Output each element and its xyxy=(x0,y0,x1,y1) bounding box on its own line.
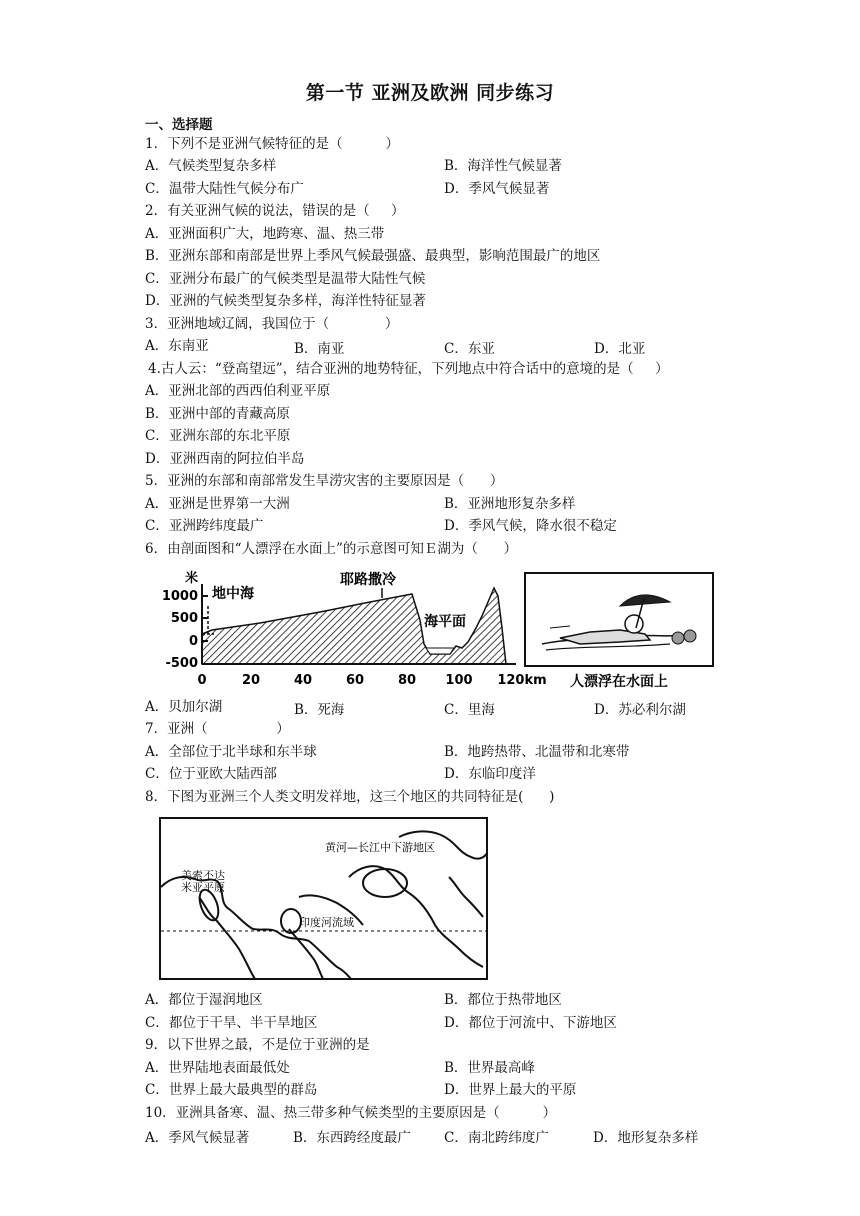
x-tick-120km: 120km xyxy=(497,673,547,688)
label-yellow-yangtze: 黄河—长江中下游地区 xyxy=(325,841,435,854)
question-4-option-b: B．亚洲中部的青藏高原 xyxy=(145,406,290,422)
question-7-option-b: B．地跨热带、北温带和北寒带 xyxy=(444,744,630,760)
question-3-option-c: C．东亚 xyxy=(444,341,495,357)
question-7-option-c: C．位于亚欧大陆西部 xyxy=(145,766,277,782)
question-9-option-a: A．世界陆地表面最低处 xyxy=(145,1060,290,1076)
question-1-option-c: C．温带大陆性气候分布广 xyxy=(145,181,304,197)
asia-civilization-map xyxy=(159,817,489,981)
profile-figure xyxy=(150,568,720,692)
floating-person-illustration xyxy=(525,573,713,666)
label-sea-level: 海平面 xyxy=(424,614,466,630)
question-3-option-a: A．东南亚 xyxy=(145,338,209,354)
question-5-option-c: C．亚洲跨纬度最广 xyxy=(145,518,264,534)
question-4-stem: 4.古人云：“登高望远”，结合亚洲的地势特征，下列地点中符合话中的意境的是（ ） xyxy=(148,361,669,377)
question-2-stem: 2．有关亚洲气候的说法，错误的是（ ） xyxy=(145,203,405,219)
lake-surface xyxy=(426,648,454,654)
x-tick-100: 100 xyxy=(445,673,473,688)
question-8-option-b: B．都位于热带地区 xyxy=(444,992,562,1008)
question-2-option-a: A．亚洲面积广大，地跨寒、温、热三带 xyxy=(145,226,385,242)
question-6-option-d: D．苏必利尔湖 xyxy=(594,702,686,718)
question-1-option-a: A．气候类型复杂多样 xyxy=(145,158,277,174)
question-4-option-d: D．亚洲西南的阿拉伯半岛 xyxy=(145,451,305,467)
question-1-option-b: B．海洋性气候显著 xyxy=(444,158,562,174)
question-3-stem: 3．亚洲地域辽阔，我国位于（ ） xyxy=(145,316,399,332)
question-10-option-a: A．季风气候显著 xyxy=(145,1130,250,1146)
x-tick-20: 20 xyxy=(241,673,261,688)
y-tick-minus500: -500 xyxy=(165,656,198,671)
question-1-stem: 1．下列不是亚洲气候特征的是（ ） xyxy=(145,136,400,152)
question-3-option-d: D．北亚 xyxy=(594,341,646,357)
y-tick-500: 500 xyxy=(170,611,198,626)
page-title: 第一节 亚洲及欧洲 同步练习 xyxy=(305,82,555,104)
question-9-option-c: C．世界上最大最典型的群岛 xyxy=(145,1082,318,1098)
question-3-option-b: B．南亚 xyxy=(294,341,345,357)
question-10-stem: 10．亚洲具备寒、温、热三带多种气候类型的主要原因是（ ） xyxy=(145,1105,557,1121)
question-5-option-d: D．季风气候，降水很不稳定 xyxy=(444,518,617,534)
question-8-option-d: D．都位于河流中、下游地区 xyxy=(444,1015,617,1031)
y-tick-1000: 1000 xyxy=(161,589,198,604)
x-tick-60: 60 xyxy=(345,673,365,688)
x-tick-40: 40 xyxy=(293,673,313,688)
label-mesopotamia-2: 米亚平原 xyxy=(181,881,225,894)
question-4-option-a: A．亚洲北部的西西伯利亚平原 xyxy=(145,383,331,399)
question-9-option-d: D．世界上最大的平原 xyxy=(444,1082,577,1098)
float-caption: 人漂浮在水面上 xyxy=(570,674,668,690)
question-5-option-a: A．亚洲是世界第一大洲 xyxy=(145,496,290,512)
label-jerusalem: 耶路撒冷 xyxy=(340,572,396,588)
question-2-option-b: B．亚洲东部和南部是世界上季风气候最强盛、最典型，影响范围最广的地区 xyxy=(145,248,601,264)
question-7-option-d: D．东临印度洋 xyxy=(444,766,536,782)
question-6-option-a: A．贝加尔湖 xyxy=(145,699,223,715)
question-8-option-a: A．都位于湿润地区 xyxy=(145,992,263,1008)
y-tick-0: 0 xyxy=(188,634,198,649)
question-1-option-d: D．季风气候显著 xyxy=(444,181,550,197)
unit-label: 米 xyxy=(184,571,198,586)
question-2-option-c: C．亚洲分布最广的气候类型是温带大陆性气候 xyxy=(145,271,426,287)
question-8-stem: 8．下图为亚洲三个人类文明发祥地，这三个地区的共同特征是( ) xyxy=(145,789,555,805)
question-2-option-d: D．亚洲的气候类型复杂多样，海洋性特征显著 xyxy=(145,293,426,309)
question-6-option-c: C．里海 xyxy=(444,702,495,718)
label-mesopotamia-1: 美索不达 xyxy=(181,869,225,882)
question-10-option-b: B．东西跨经度最广 xyxy=(293,1130,411,1146)
x-tick-80: 80 xyxy=(397,673,417,688)
question-9-option-b: B．世界最高峰 xyxy=(444,1060,535,1076)
question-5-option-b: B．亚洲地形复杂多样 xyxy=(444,496,576,512)
question-10-option-c: C．南北跨纬度广 xyxy=(444,1130,549,1146)
label-indus: 印度河流域 xyxy=(299,916,354,929)
question-5-stem: 5．亚洲的东部和南部常发生旱涝灾害的主要原因是（ ） xyxy=(145,473,504,489)
question-8-option-c: C．都位于干旱、半干旱地区 xyxy=(145,1015,318,1031)
x-tick-0: 0 xyxy=(197,673,207,688)
question-7-stem: 7．亚洲（ ） xyxy=(145,721,290,737)
question-10-option-d: D．地形复杂多样 xyxy=(593,1130,699,1146)
question-6-stem: 6．由剖面图和“人漂浮在水面上”的示意图可知Ｅ湖为（ ） xyxy=(145,541,518,557)
label-mediterranean: 地中海 xyxy=(212,586,254,602)
question-4-option-c: C．亚洲东部的东北平原 xyxy=(145,428,291,444)
question-9-stem: 9．以下世界之最，不是位于亚洲的是 xyxy=(145,1037,370,1053)
question-6-option-b: B．死海 xyxy=(294,702,345,718)
section-heading: 一、选择题 xyxy=(145,117,213,133)
question-7-option-a: A．全部位于北半球和东半球 xyxy=(145,744,317,760)
